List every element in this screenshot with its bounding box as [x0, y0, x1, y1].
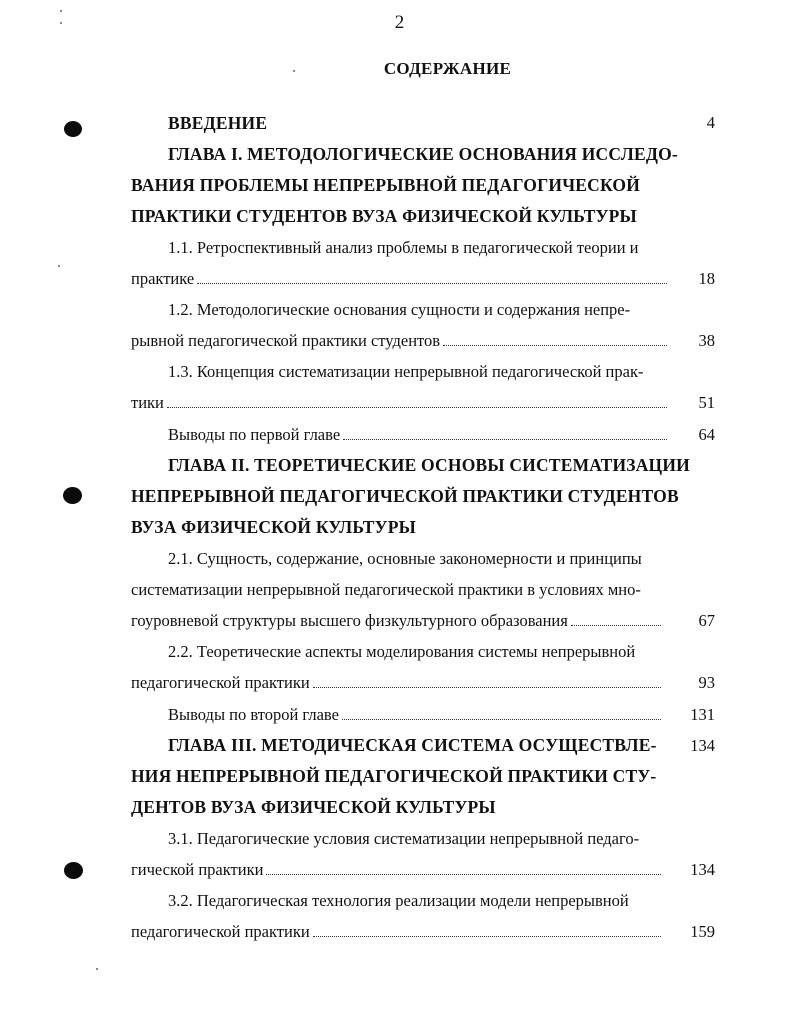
dot-leader — [443, 345, 667, 346]
chapter3-title-line: ДЕНТОВ ВУЗА ФИЗИЧЕСКОЙ КУЛЬТУРЫ — [131, 797, 496, 817]
section-2-1-page: 67 — [698, 611, 715, 630]
hole-punch-mark-2 — [63, 487, 82, 504]
chapter1-conclusions-text: Выводы по первой главе — [168, 425, 341, 444]
chapter3-title-line: НИЯ НЕПРЕРЫВНОЙ ПЕДАГОГИЧЕСКОЙ ПРАКТИКИ СТУ- — [131, 766, 657, 786]
dot-leader — [343, 439, 667, 440]
section-3-2-text: 3.2. Педагогическая технология реализации модели непрерывной — [168, 891, 629, 910]
chapter2-title-line: ВУЗА ФИЗИЧЕСКОЙ КУЛЬТУРЫ — [131, 517, 416, 537]
chapter3-title-line: ГЛАВА III. МЕТОДИЧЕСКАЯ СИСТЕМА ОСУЩЕСТВЛЕ- — [168, 735, 657, 755]
dot-leader — [266, 874, 661, 875]
toc-intro-label: ВВЕДЕНИЕ — [168, 113, 268, 133]
section-1-3-leader — [131, 393, 671, 413]
section-1-1-text: 1.1. Ретроспективный анализ проблемы в педагогической теории и — [168, 238, 639, 257]
section-1-1-text-cont: практике — [131, 269, 195, 288]
toc-intro-page: 4 — [706, 113, 715, 132]
section-3-2-page: 159 — [690, 922, 715, 941]
section-3-1-leader — [131, 860, 665, 880]
dot-leader — [342, 719, 661, 720]
section-2-2-page: 93 — [698, 673, 715, 692]
section-2-2-text-cont: педагогической практики — [131, 673, 310, 692]
section-2-1-text-cont: гоуровневой структуры высшего физкультурного образования — [131, 611, 568, 630]
section-2-1-text-cont: систематизации непрерывной педагогической практики в условиях мно- — [131, 580, 641, 599]
section-1-2-text: 1.2. Методологические основания сущности и содержания непре- — [168, 300, 631, 319]
section-1-3-page: 51 — [698, 393, 715, 412]
section-3-1-text-cont: гической практики — [131, 860, 264, 879]
scan-speck — [58, 265, 60, 267]
toc-heading: СОДЕРЖАНИЕ — [383, 59, 512, 78]
section-3-2-leader — [131, 922, 665, 942]
chapter3-page: 134 — [690, 736, 715, 755]
chapter1-title-line: ВАНИЯ ПРОБЛЕМЫ НЕПРЕРЫВНОЙ ПЕДАГОГИЧЕСКОЙ — [131, 175, 641, 195]
chapter1-conclusions-leader — [168, 425, 671, 445]
chapter1-conclusions-page: 64 — [698, 425, 715, 444]
section-2-1-leader — [131, 611, 665, 631]
hole-punch-mark-3 — [64, 862, 83, 879]
dot-leader — [197, 283, 667, 284]
dot-leader — [167, 407, 667, 408]
chapter2-conclusions-leader — [168, 705, 665, 725]
section-1-2-leader — [131, 331, 671, 351]
section-1-1-leader — [131, 269, 671, 289]
chapter2-title-line: ГЛАВА II. ТЕОРЕТИЧЕСКИЕ ОСНОВЫ СИСТЕМАТИЗАЦИИ — [168, 455, 690, 475]
dot-leader — [571, 625, 661, 626]
section-3-1-text: 3.1. Педагогические условия систематизации непрерывной педаго- — [168, 829, 640, 848]
section-2-2-text: 2.2. Теоретические аспекты моделирования системы непрерывной — [168, 642, 636, 661]
section-3-2-text-cont: педагогической практики — [131, 922, 310, 941]
section-3-1-page: 134 — [690, 860, 715, 879]
section-1-2-page: 38 — [698, 331, 715, 350]
scan-speck — [96, 968, 98, 970]
dot-leader — [313, 687, 661, 688]
section-1-3-text-cont: тики — [131, 393, 164, 412]
chapter1-title-line: ГЛАВА I. МЕТОДОЛОГИЧЕСКИЕ ОСНОВАНИЯ ИССЛЕДО- — [168, 144, 678, 164]
section-1-1-page: 18 — [698, 269, 715, 288]
section-2-1-text: 2.1. Сущность, содержание, основные закономерности и принципы — [168, 549, 642, 568]
section-1-3-text: 1.3. Концепция систематизации непрерывной педагогической прак- — [168, 362, 644, 381]
section-2-2-leader — [131, 673, 665, 693]
chapter2-title-line: НЕПРЕРЫВНОЙ ПЕДАГОГИЧЕСКОЙ ПРАКТИКИ СТУДЕНТОВ — [131, 486, 679, 506]
dot-leader — [313, 936, 661, 937]
chapter2-conclusions-page: 131 — [690, 705, 715, 724]
hole-punch-mark-1 — [64, 121, 82, 137]
chapter2-conclusions-text: Выводы по второй главе — [168, 705, 339, 724]
chapter1-title-line: ПРАКТИКИ СТУДЕНТОВ ВУЗА ФИЗИЧЕСКОЙ КУЛЬТУРЫ — [131, 206, 637, 226]
page-number: 2 — [394, 12, 405, 33]
section-1-2-text-cont: рывной педагогической практики студентов — [131, 331, 441, 350]
